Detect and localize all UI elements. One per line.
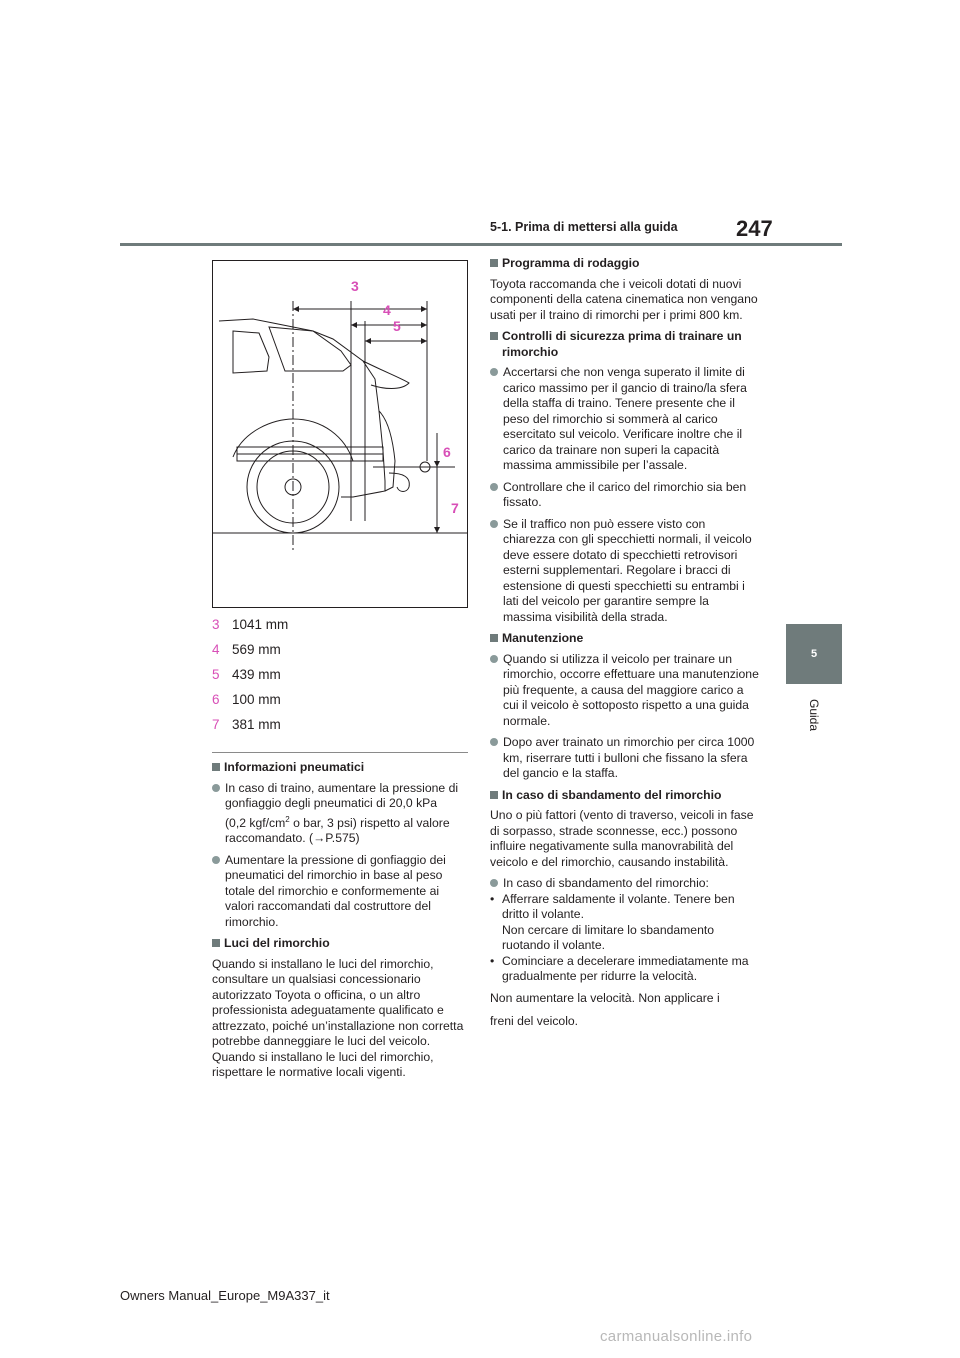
bullet-item [490,517,760,626]
dimension-row [212,712,288,737]
sub-bullet-item [490,954,760,985]
heading-text: In caso di sbandamento del rimorchio [502,787,722,802]
sub-bullet-text: Cominciare a decelerare immediatamente ma gradualmente per ridurre la velocità. [502,953,749,983]
paragraph: Non aumentare la velocità. Non applicare i [490,990,720,1005]
sub-bullet-marker: • [490,891,495,906]
chapter-label-text: Guida [807,698,821,732]
heading-text: Luci del rimorchio [224,936,330,951]
paragraph: Toyota raccomanda che i veicoli dotati di nuovi componenti della catena cinematica non vengano usati per il traino di rimorchi per i primi 800 km. [490,276,758,322]
dimension-row [212,637,288,662]
dimension-number: 5 [212,667,220,682]
bullet-item [490,735,760,782]
dimension-row [212,662,288,687]
bullet-text: Se il traffico non può essere visto con chiarezza con gli specchietti normali, il veicolo deve essere dotato di specchietti retrovisori esterni supplementari. Regolare i bracci di estensione di questi specchietti su entrambi i lati del veicolo per garantire sempre la massima visibilità della strada. [503,516,752,624]
paragraph: Uno o più fattori (vento di traverso, veicoli in fase di sorpasso, strade sconnesse, ecc.) possono influire negativamente sulla manovrabilità del veicolo e del rimorchio, causando instabilità. [490,808,754,869]
square-bullet-icon [212,939,220,947]
bullet-text: Quando si utilizza il veicolo per trainare un rimorchio, occorre effettuare una manutenzione più frequente, a causa del maggiore carico a cui il veicolo è sottoposto rispetto a una guida normale. [503,651,759,728]
bullet-text: In caso di sbandamento del rimorchio: [503,876,709,890]
callout-5: 5 [393,318,401,334]
dimension-value: 1041 mm [232,617,289,632]
callout-3: 3 [351,278,359,294]
section-heading-safety [490,329,760,360]
section-title: 5-1. Prima di mettersi alla guida [490,220,678,234]
bullet-item [490,480,760,511]
bullet-text: Dopo aver trainato un rimorchio per circa 1000 km, riserrare tutti i bulloni che fissano la sfera del gancio e la staffa. [503,735,755,780]
heading-text: Controlli di sicurezza prima di trainare un rimorchio [502,329,742,359]
sub-bullet-marker: • [490,953,495,968]
sub-bullet-line: Non cercare di limitare lo sbandamento ruotando il volante. [502,922,715,952]
heading-text: Manutenzione [502,631,584,645]
callout-6: 6 [443,444,451,460]
dimension-number: 3 [212,617,220,632]
round-bullet-icon [490,879,498,887]
footer-manual-id: Owners Manual_Europe_M9A337_it [120,1288,330,1303]
header-divider [120,243,842,246]
section-heading-breakin [490,256,760,272]
dimension-number: 4 [212,642,220,657]
square-bullet-icon [490,791,498,799]
round-bullet-icon [490,655,498,663]
spoiler [363,361,409,389]
rear-panel [379,411,395,491]
bullet-item [490,365,760,474]
section-heading-maintenance [490,631,760,647]
chapter-tab: 5 [786,624,842,684]
dimension-number: 7 [212,717,220,732]
round-bullet-icon [212,856,220,864]
bullet-item [212,853,470,931]
tow-hook [389,473,409,492]
dimension-number: 6 [212,692,220,707]
vehicle-rear-illustration [213,261,467,607]
heading-text: Programma di rodaggio [502,256,640,270]
round-bullet-icon [490,483,498,491]
left-column [212,760,470,1087]
square-bullet-icon [490,332,498,340]
square-bullet-icon [490,259,498,267]
superscript: 2 [285,814,290,824]
section-heading-sway [490,788,760,804]
right-column [490,256,760,1036]
bullet-text-part: o bar, 3 psi) rispetto al valore raccomandato. ( [225,815,450,846]
bullet-text-part: (0,2 kgf/cm [225,815,286,830]
dimension-list [212,612,288,737]
round-bullet-icon [490,738,498,746]
bullet-item [490,876,760,892]
chapter-label [786,690,842,740]
callout-4: 4 [383,302,391,318]
watermark: carmanualsonline.info [600,1328,753,1345]
section-heading-lights [212,936,470,952]
dimension-value: 381 mm [232,717,281,732]
bullet-item [490,652,760,730]
round-bullet-icon [490,368,498,376]
dimension-value: 439 mm [232,667,281,682]
sub-bullet-line: Afferrare saldamente il volante. Tenere ben dritto il volante. [502,891,735,921]
bullet-text: Aumentare la pressione di gonfiaggio dei pneumatici del rimorchio in base al peso totale del rimorchio e conformemente ai valori raccomandati dal costruttore del rimorchio. [225,852,446,929]
square-bullet-icon [212,763,220,771]
rear-window [233,331,269,373]
towing-dimensions-figure [212,260,468,608]
page-number: 247 [736,216,773,241]
page-reference-link[interactable]: →P.575) [313,831,360,846]
dimension-value: 100 mm [232,692,281,707]
bullet-text: Controllare che il carico del rimorchio sia ben fissato. [503,479,747,509]
callout-7: 7 [451,500,459,516]
heading-text: Informazioni pneumatici [224,760,365,774]
square-bullet-icon [490,634,498,642]
bullet-text [225,781,470,847]
sub-bullet-text [502,892,760,954]
side-window [269,327,351,371]
body-outline [219,319,385,497]
dimension-row [212,687,288,712]
dimension-row [212,612,288,637]
paragraph: freni del veicolo. [490,1014,579,1028]
bullet-text-part: In caso di traino, aumentare la pressione di gonfiaggio degli pneumatici di 20,0 kPa [225,780,459,810]
round-bullet-icon [490,520,498,528]
bullet-text: Accertarsi che non venga superato il limite di carico massimo per il gancio di traino/la sfera della staffa di traino. Tenere presente che il peso del rimorchio si sommerà al carico esercitato sul veicolo. Verificare inoltre che il carico da trainare non superi la capacità massima ammissibile per l’assale. [503,365,747,472]
round-bullet-icon [212,784,220,792]
column-divider [212,752,468,753]
dimension-value: 569 mm [232,642,281,657]
sub-bullet-item [490,892,760,954]
section-heading-tyres [212,760,470,776]
paragraph: Quando si installano le luci del rimorchio, consultare un qualsiasi concessionario autorizzato Toyota o officina, o un altro professionista adeguatamente qualificato e attrezzato, poiché un’installazione non corretta potrebbe danneggiare le luci del veicolo. Quando si installano le luci del rimorchio, rispettare le normative locali vigenti. [212,956,464,1080]
bullet-item [212,781,470,847]
